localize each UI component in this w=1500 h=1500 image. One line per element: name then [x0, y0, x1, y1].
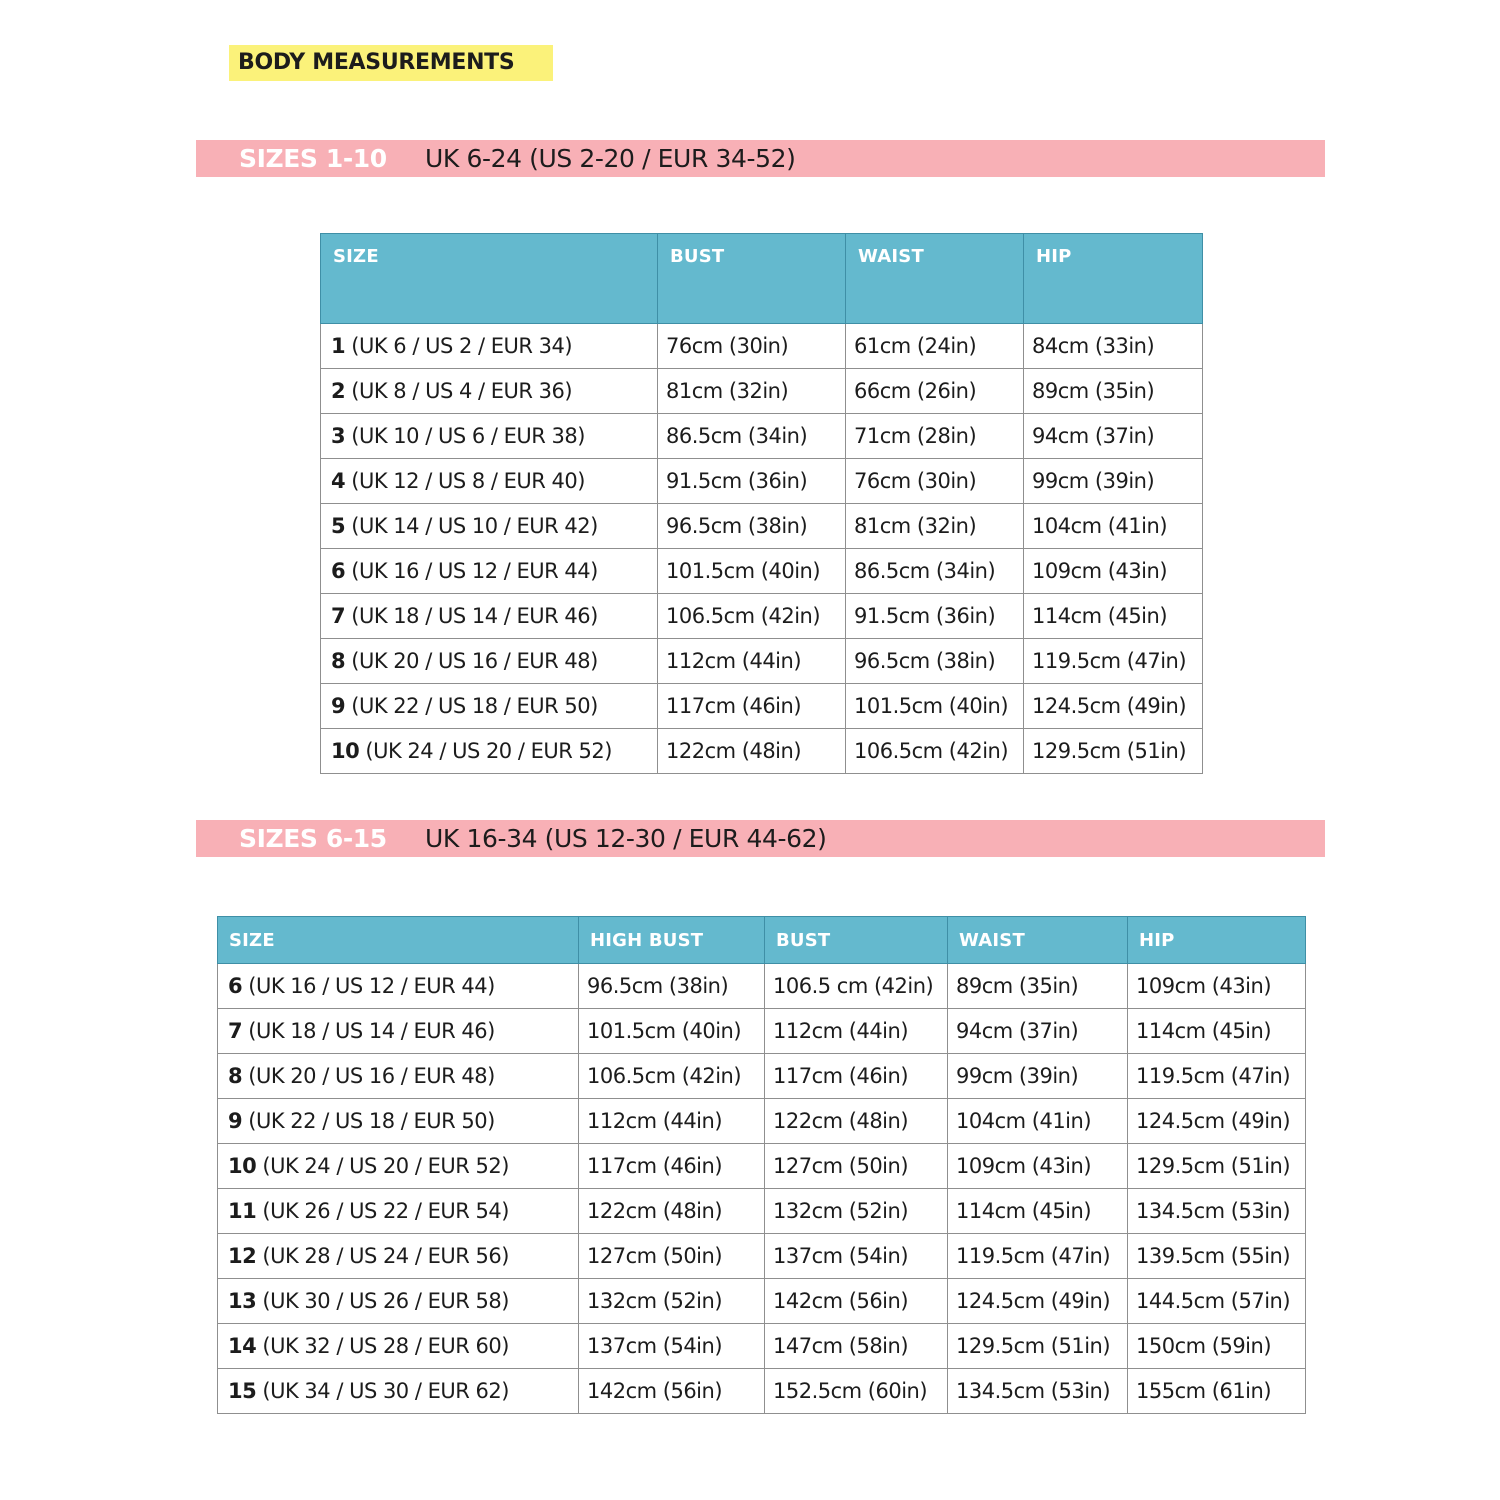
- measurement-cell: 150cm (59in): [1128, 1324, 1306, 1369]
- measurement-cell: 124.5cm (49in): [1024, 684, 1203, 729]
- table-row: [321, 369, 1203, 414]
- measurement-cell: 114cm (45in): [1128, 1009, 1306, 1054]
- table-row: [321, 639, 1203, 684]
- size-conversion: (UK 14 / US 10 / EUR 42): [345, 514, 598, 538]
- section-description: UK 16-34 (US 12-30 / EUR 44-62): [425, 824, 827, 853]
- measurement-cell: 84cm (33in): [1024, 324, 1203, 369]
- measurement-cell: 114cm (45in): [1024, 594, 1203, 639]
- size-number: 10: [228, 1154, 257, 1178]
- measurement-cell: 139.5cm (55in): [1128, 1234, 1306, 1279]
- measurement-cell: 106.5 cm (42in): [765, 964, 948, 1009]
- measurement-cell: 132cm (52in): [579, 1279, 765, 1324]
- measurement-cell: 124.5cm (49in): [948, 1279, 1128, 1324]
- measurement-cell: 96.5cm (38in): [579, 964, 765, 1009]
- size-number: 12: [228, 1244, 257, 1268]
- section-description: UK 6-24 (US 2-20 / EUR 34-52): [425, 144, 796, 173]
- measurement-cell: 106.5cm (42in): [846, 729, 1024, 774]
- size-number: 8: [331, 649, 346, 673]
- size-cell: [218, 1189, 579, 1234]
- measurement-cell: 122cm (48in): [658, 729, 846, 774]
- column-header-high-bust: HIGH BUST: [579, 917, 765, 964]
- size-cell: [218, 1099, 579, 1144]
- measurement-cell: 104cm (41in): [1024, 504, 1203, 549]
- table-row: [218, 1279, 1306, 1324]
- table-row: [321, 594, 1203, 639]
- size-conversion: (UK 6 / US 2 / EUR 34): [345, 334, 573, 358]
- table-row: [218, 1189, 1306, 1234]
- table-row: [218, 1324, 1306, 1369]
- table-row: [218, 1234, 1306, 1279]
- table-row: [321, 549, 1203, 594]
- size-conversion: (UK 20 / US 16 / EUR 48): [242, 1064, 495, 1088]
- size-conversion: (UK 18 / US 14 / EUR 46): [242, 1019, 495, 1043]
- size-cell: [218, 1054, 579, 1099]
- table-row: [218, 1054, 1306, 1099]
- size-number: 9: [331, 694, 346, 718]
- measurement-cell: 134.5cm (53in): [948, 1369, 1128, 1414]
- measurement-cell: 142cm (56in): [765, 1279, 948, 1324]
- size-conversion: (UK 24 / US 20 / EUR 52): [359, 739, 612, 763]
- table-row: [321, 729, 1203, 774]
- size-cell: [321, 369, 658, 414]
- measurement-cell: 61cm (24in): [846, 324, 1024, 369]
- measurement-cell: 86.5cm (34in): [846, 549, 1024, 594]
- measurement-cell: 132cm (52in): [765, 1189, 948, 1234]
- measurement-cell: 152.5cm (60in): [765, 1369, 948, 1414]
- measurement-cell: 96.5cm (38in): [658, 504, 846, 549]
- size-cell: [218, 1144, 579, 1189]
- measurement-cell: 71cm (28in): [846, 414, 1024, 459]
- measurement-cell: 96.5cm (38in): [846, 639, 1024, 684]
- column-header-hip: HIP: [1024, 234, 1203, 324]
- measurement-cell: 101.5cm (40in): [658, 549, 846, 594]
- size-conversion: (UK 16 / US 12 / EUR 44): [242, 974, 495, 998]
- size-cell: [321, 549, 658, 594]
- table-body: [321, 324, 1203, 774]
- measurement-cell: 119.5cm (47in): [948, 1234, 1128, 1279]
- size-number: 1: [331, 334, 346, 358]
- measurement-cell: 104cm (41in): [948, 1099, 1128, 1144]
- measurement-cell: 129.5cm (51in): [1024, 729, 1203, 774]
- table-row: [218, 1144, 1306, 1189]
- size-conversion: (UK 8 / US 4 / EUR 36): [345, 379, 573, 403]
- column-header-size: SIZE: [321, 234, 658, 324]
- size-number: 3: [331, 424, 346, 448]
- table-row: [321, 684, 1203, 729]
- size-number: 14: [228, 1334, 257, 1358]
- measurement-cell: 112cm (44in): [658, 639, 846, 684]
- column-header-waist: WAIST: [948, 917, 1128, 964]
- size-cell: [218, 1009, 579, 1054]
- size-number: 10: [331, 739, 360, 763]
- size-number: 7: [331, 604, 346, 628]
- size-conversion: (UK 20 / US 16 / EUR 48): [345, 649, 598, 673]
- size-number: 6: [331, 559, 346, 583]
- measurement-cell: 106.5cm (42in): [579, 1054, 765, 1099]
- measurement-cell: 117cm (46in): [579, 1144, 765, 1189]
- size-number: 6: [228, 974, 243, 998]
- measurement-cell: 76cm (30in): [846, 459, 1024, 504]
- section-band-sizes-1-10: [196, 140, 1325, 177]
- measurement-cell: 89cm (35in): [948, 964, 1128, 1009]
- size-conversion: (UK 30 / US 26 / EUR 58): [256, 1289, 509, 1313]
- section-label: SIZES 6-15: [239, 824, 387, 853]
- size-number: 4: [331, 469, 346, 493]
- measurement-cell: 134.5cm (53in): [1128, 1189, 1306, 1234]
- size-number: 13: [228, 1289, 257, 1313]
- measurement-cell: 91.5cm (36in): [658, 459, 846, 504]
- measurements-table-sizes-1-10: [320, 233, 1203, 774]
- measurement-cell: 91.5cm (36in): [846, 594, 1024, 639]
- measurement-cell: 76cm (30in): [658, 324, 846, 369]
- measurement-cell: 89cm (35in): [1024, 369, 1203, 414]
- measurement-cell: 81cm (32in): [658, 369, 846, 414]
- measurement-cell: 106.5cm (42in): [658, 594, 846, 639]
- measurement-cell: 112cm (44in): [765, 1009, 948, 1054]
- size-cell: [321, 639, 658, 684]
- size-conversion: (UK 10 / US 6 / EUR 38): [345, 424, 585, 448]
- table-row: [321, 414, 1203, 459]
- size-cell: [321, 594, 658, 639]
- column-header-hip: HIP: [1128, 917, 1306, 964]
- measurement-cell: 114cm (45in): [948, 1189, 1128, 1234]
- measurement-cell: 124.5cm (49in): [1128, 1099, 1306, 1144]
- size-cell: [321, 414, 658, 459]
- measurement-cell: 155cm (61in): [1128, 1369, 1306, 1414]
- measurement-cell: 99cm (39in): [948, 1054, 1128, 1099]
- measurement-cell: 86.5cm (34in): [658, 414, 846, 459]
- column-header-waist: WAIST: [846, 234, 1024, 324]
- size-conversion: (UK 24 / US 20 / EUR 52): [256, 1154, 509, 1178]
- size-cell: [218, 1279, 579, 1324]
- measurement-cell: 137cm (54in): [579, 1324, 765, 1369]
- measurement-cell: 101.5cm (40in): [846, 684, 1024, 729]
- measurement-cell: 112cm (44in): [579, 1099, 765, 1144]
- size-cell: [218, 1234, 579, 1279]
- size-number: 5: [331, 514, 346, 538]
- column-header-size: SIZE: [218, 917, 579, 964]
- size-conversion: (UK 34 / US 30 / EUR 62): [256, 1379, 509, 1403]
- size-cell: [321, 684, 658, 729]
- table-row: [218, 964, 1306, 1009]
- measurement-cell: 66cm (26in): [846, 369, 1024, 414]
- measurement-cell: 94cm (37in): [948, 1009, 1128, 1054]
- measurement-cell: 117cm (46in): [765, 1054, 948, 1099]
- size-conversion: (UK 18 / US 14 / EUR 46): [345, 604, 598, 628]
- size-conversion: (UK 22 / US 18 / EUR 50): [345, 694, 598, 718]
- size-number: 8: [228, 1064, 243, 1088]
- measurement-cell: 109cm (43in): [1128, 964, 1306, 1009]
- section-band-sizes-6-15: [196, 820, 1325, 857]
- measurement-cell: 129.5cm (51in): [1128, 1144, 1306, 1189]
- size-conversion: (UK 12 / US 8 / EUR 40): [345, 469, 585, 493]
- measurement-cell: 109cm (43in): [948, 1144, 1128, 1189]
- measurement-cell: 129.5cm (51in): [948, 1324, 1128, 1369]
- table-row: [218, 1369, 1306, 1414]
- measurement-cell: 109cm (43in): [1024, 549, 1203, 594]
- size-cell: [218, 1324, 579, 1369]
- measurement-cell: 122cm (48in): [765, 1099, 948, 1144]
- measurement-cell: 81cm (32in): [846, 504, 1024, 549]
- measurement-cell: 122cm (48in): [579, 1189, 765, 1234]
- size-cell: [218, 964, 579, 1009]
- measurements-table-sizes-6-15: [217, 916, 1306, 1414]
- measurement-cell: 99cm (39in): [1024, 459, 1203, 504]
- measurement-cell: 127cm (50in): [579, 1234, 765, 1279]
- size-number: 9: [228, 1109, 243, 1133]
- table-header-row: [321, 234, 1203, 324]
- measurement-cell: 127cm (50in): [765, 1144, 948, 1189]
- page-title: BODY MEASUREMENTS: [229, 45, 553, 81]
- size-conversion: (UK 32 / US 28 / EUR 60): [256, 1334, 509, 1358]
- size-cell: [321, 504, 658, 549]
- measurement-cell: 101.5cm (40in): [579, 1009, 765, 1054]
- table-header-row: [218, 917, 1306, 964]
- size-cell: [321, 324, 658, 369]
- table-row: [321, 459, 1203, 504]
- size-conversion: (UK 16 / US 12 / EUR 44): [345, 559, 598, 583]
- size-number: 11: [228, 1199, 257, 1223]
- size-conversion: (UK 26 / US 22 / EUR 54): [256, 1199, 509, 1223]
- section-label: SIZES 1-10: [239, 144, 387, 173]
- column-header-bust: BUST: [658, 234, 846, 324]
- measurement-cell: 142cm (56in): [579, 1369, 765, 1414]
- table-row: [321, 324, 1203, 369]
- size-conversion: (UK 28 / US 24 / EUR 56): [256, 1244, 509, 1268]
- size-cell: [321, 729, 658, 774]
- table-row: [218, 1009, 1306, 1054]
- size-number: 2: [331, 379, 346, 403]
- table-body: [218, 964, 1306, 1414]
- table-row: [321, 504, 1203, 549]
- size-cell: [321, 459, 658, 504]
- column-header-bust: BUST: [765, 917, 948, 964]
- measurement-cell: 119.5cm (47in): [1024, 639, 1203, 684]
- measurement-cell: 117cm (46in): [658, 684, 846, 729]
- measurement-cell: 144.5cm (57in): [1128, 1279, 1306, 1324]
- measurement-cell: 137cm (54in): [765, 1234, 948, 1279]
- size-number: 15: [228, 1379, 257, 1403]
- size-number: 7: [228, 1019, 243, 1043]
- size-cell: [218, 1369, 579, 1414]
- table-row: [218, 1099, 1306, 1144]
- measurement-cell: 147cm (58in): [765, 1324, 948, 1369]
- measurement-cell: 119.5cm (47in): [1128, 1054, 1306, 1099]
- size-conversion: (UK 22 / US 18 / EUR 50): [242, 1109, 495, 1133]
- measurement-cell: 94cm (37in): [1024, 414, 1203, 459]
